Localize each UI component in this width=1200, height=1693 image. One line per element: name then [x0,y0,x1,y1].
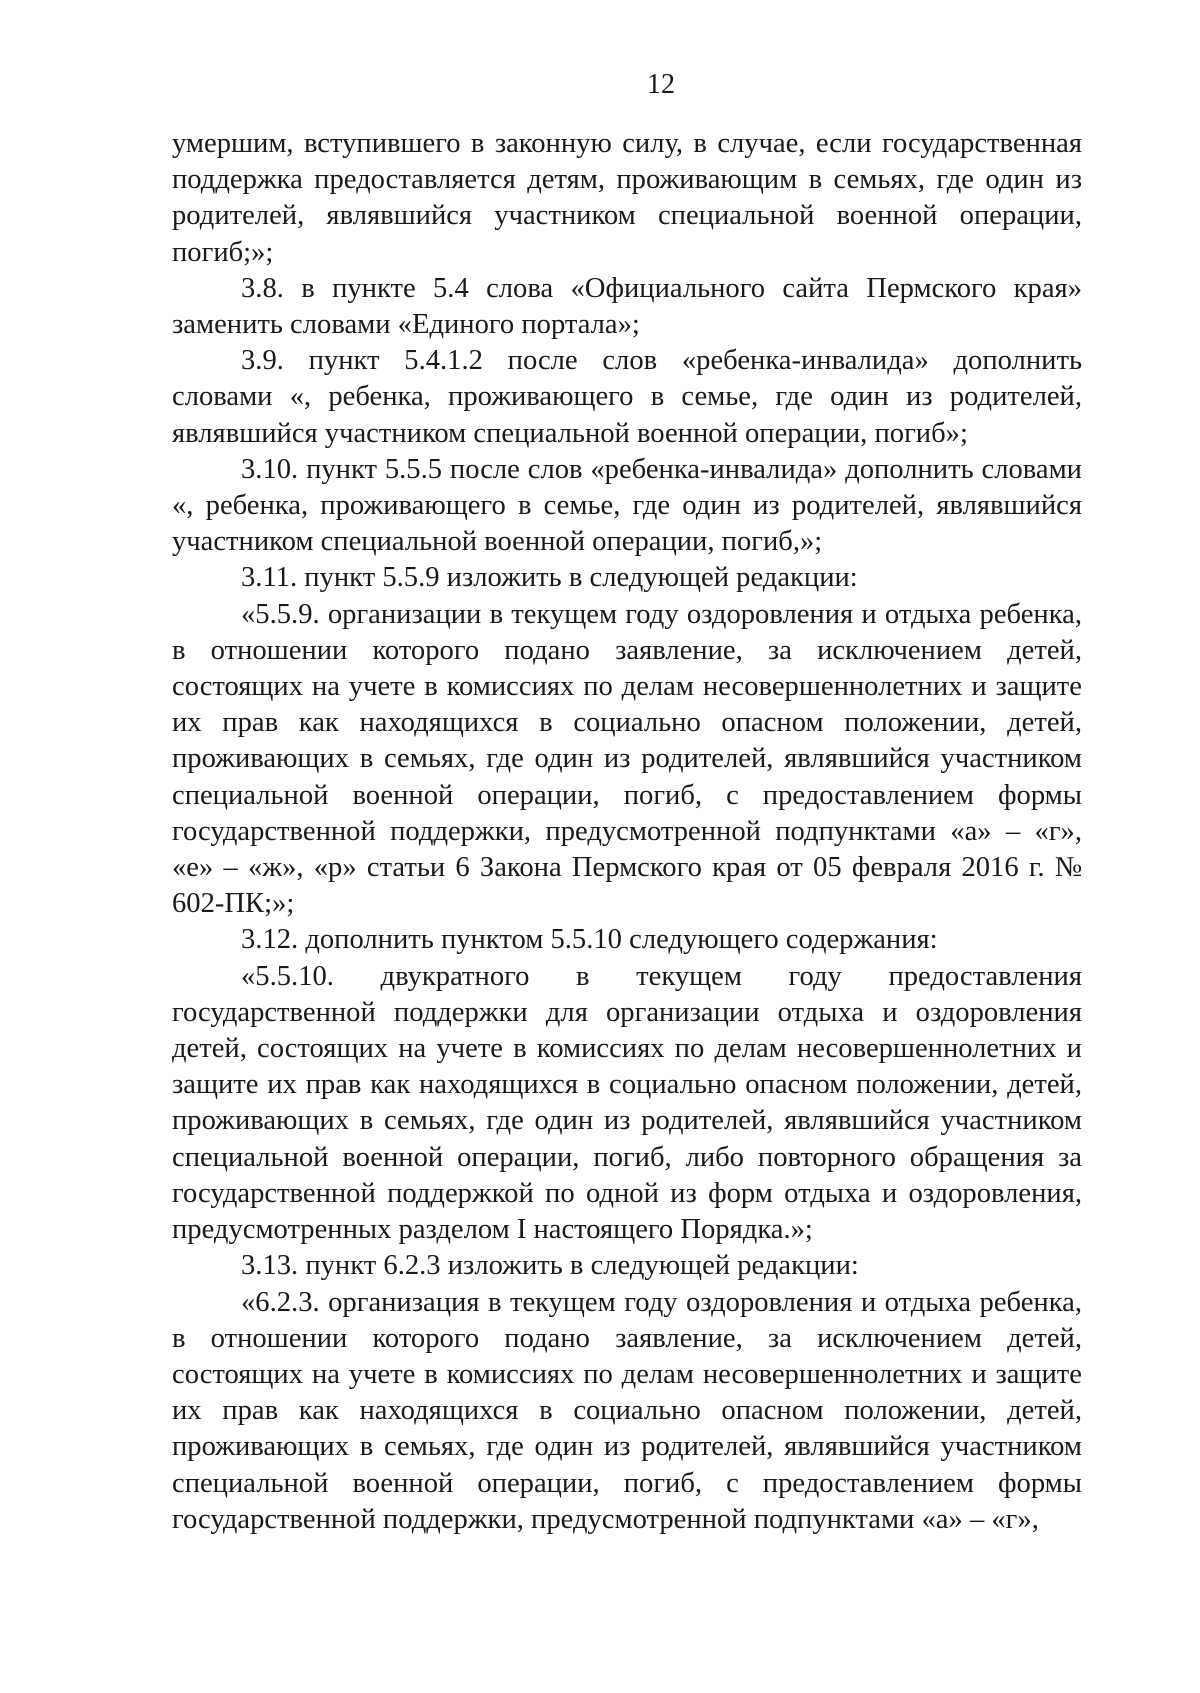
paragraph: «6.2.3. организация в текущем году оздоровления и отдыха ребенка, в отношении которого подано заявление, за исключением детей, состоящих на учете в комиссиях по делам несовершеннолетних и защите их прав как находящихся в социально опасном положении, детей, проживающих в семьях, где один из родителей, являвшийся участником специальной военной операции, погиб, с предоставлением формы государственной поддержки, предусмотренной подпунктами «а» – «г», [172,1286,1082,1535]
paragraph: 3.13. пункт 6.2.3 изложить в следующей редакции: [241,1250,859,1282]
paragraph: умершим, вступившего в законную силу, в случае, если государственная поддержка предоставляется детям, проживающим в семьях, где один из родителей, являвшийся участником специальной военной операции, погиб;»; [172,128,1082,268]
paragraph: 3.8. в пункте 5.4 слова «Официального сайта Пермского края» заменить словами «Единого портала»; [172,272,1082,341]
paragraph: 3.12. дополнить пунктом 5.5.10 следующего содержания: [241,924,938,956]
paragraph: 3.10. пункт 5.5.5 после слов «ребенка-инвалида» дополнить словами «, ребенка, проживающего в семье, где один из родителей, являвшийся участником специальной военной операции, погиб,»; [172,453,1082,558]
page-number: 12 [647,69,675,100]
paragraph: «5.5.9. организации в текущем году оздоровления и отдыха ребенка, в отношении которого подано заявление, за исключением детей, состоящих на учете в комиссиях по делам несовершеннолетних и защите их прав как находящихся в социально опасном положении, детей, проживающих в семьях, где один из родителей, являвшийся участником специальной военной операции, погиб, с предоставлением формы государственной поддержки, предусмотренной подпунктами «а» – «г», «е» – «ж», «р» статьи 6 Закона Пермского края от 05 февраля 2016 г. № 602-ПК;»; [172,598,1082,920]
document-body [172,126,1082,1538]
paragraph: 3.11. пункт 5.5.9 изложить в следующей редакции: [241,562,858,594]
paragraph: «5.5.10. двукратного в текущем году предоставления государственной поддержки для организации отдыха и оздоровления детей, состоящих на учете в комиссиях по делам несовершеннолетних и защите их прав как находящихся в социально опасном положении, детей, проживающих в семьях, где один из родителей, являвшийся участником специальной военной операции, погиб, либо повторного обращения за государственной поддержкой по одной из форм отдыха и оздоровления, предусмотренных разделом I настоящего Порядка.»; [172,960,1082,1246]
paragraph: 3.9. пункт 5.4.1.2 после слов «ребенка-инвалида» дополнить словами «, ребенка, проживающего в семье, где один из родителей, являвшийся участником специальной военной операции, погиб»; [172,345,1082,449]
